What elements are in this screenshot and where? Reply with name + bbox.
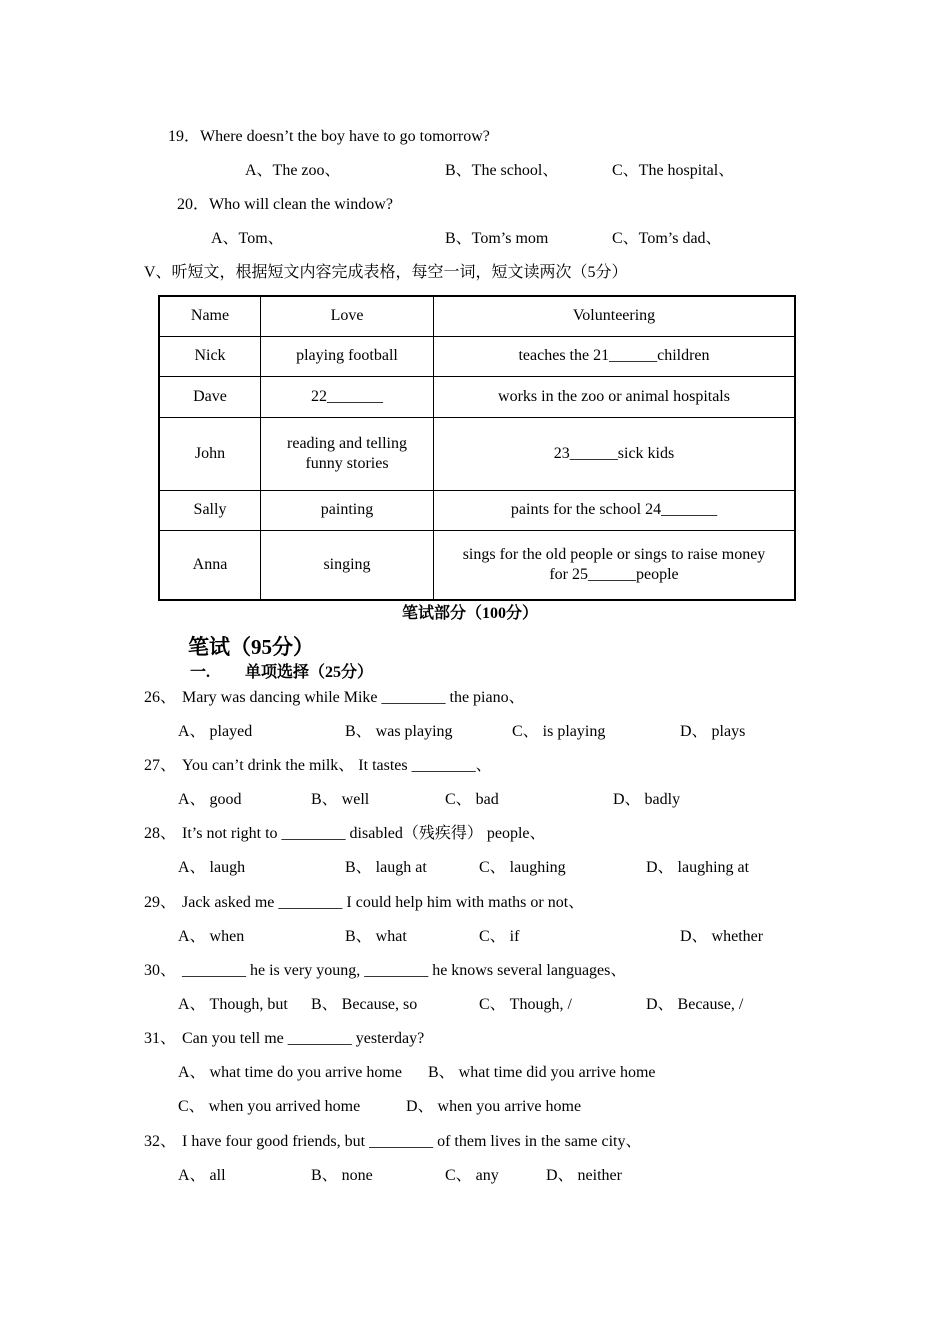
question-31-text: Can you tell me ________ yesterday? (182, 1030, 425, 1047)
question-30-number: 30、 (144, 962, 177, 979)
option-c: C、 if (479, 928, 520, 945)
option-b: B、 what time did you arrive home (428, 1064, 656, 1081)
question-20 (177, 195, 393, 215)
section-5-title: V、听短文，根据短文内容完成表格，每空一词，短文读两次（5分） (144, 264, 628, 281)
question-29-text: Jack asked me ________ I could help him with maths or not、 (182, 894, 585, 911)
question-26-text: Mary was dancing while Mike ________ the piano、 (182, 689, 525, 706)
option-d: D、 Because, / (646, 996, 744, 1013)
option-c: C、The hospital、 (612, 162, 735, 179)
option-c: C、 bad (445, 791, 499, 808)
question-27-number: 27、 (144, 757, 177, 774)
cell-name: Anna (159, 530, 261, 600)
table-row (159, 336, 795, 376)
volunteer-table (158, 295, 796, 601)
cell-name: Dave (159, 376, 261, 417)
option-a: A、 what time do you arrive home (178, 1064, 402, 1081)
header-name: Name (159, 296, 261, 336)
header-love: Love (261, 296, 434, 336)
option-c: C、 laughing (479, 859, 566, 876)
cell-love: playing football (261, 336, 434, 376)
question-number: 20． (177, 196, 210, 213)
option-b: B、 laugh at (345, 859, 427, 876)
written-heading: 笔试（95分） (188, 635, 314, 659)
question-28-text: It’s not right to ________ disabled（残疾得） people、 (182, 825, 546, 842)
cell-volunteering: 23______sick kids (434, 417, 796, 490)
cell-volunteering: paints for the school 24_______ (434, 490, 796, 530)
option-c: C、Tom’s dad、 (612, 230, 722, 247)
table-row (159, 376, 795, 417)
table-row (159, 490, 795, 530)
question-number: 19． (168, 128, 201, 145)
option-c: C、 any (445, 1167, 499, 1184)
option-b: B、 what (345, 928, 407, 945)
written-part-title: 笔试部分（100分） (402, 605, 539, 622)
table-header-row (159, 296, 795, 336)
option-b: B、 none (311, 1167, 373, 1184)
question-32-number: 32、 (144, 1133, 177, 1150)
question-26-number: 26、 (144, 689, 177, 706)
option-a: A、Tom、 (211, 230, 284, 247)
option-a: A、 when (178, 928, 245, 945)
option-c: C、 Though, / (479, 996, 572, 1013)
cell-volunteering: teaches the 21______children (434, 336, 796, 376)
option-a: A、The zoo、 (245, 162, 341, 179)
option-a: A、 Though, but (178, 996, 288, 1013)
table-row (159, 530, 795, 600)
cell-name: John (159, 417, 261, 490)
question-32-text: I have four good friends, but ________ of them lives in the same city、 (182, 1133, 642, 1150)
cell-love (261, 417, 434, 490)
cell-love: singing (261, 530, 434, 600)
option-b: B、Tom’s mom (445, 230, 549, 247)
question-27-text: You can’t drink the milk、 It tastes ________、 (182, 757, 492, 774)
cell-volunteering-line: sings for the old people or sings to raise money (462, 545, 766, 563)
option-b: B、The school、 (445, 162, 559, 179)
option-c: C、 when you arrived home (178, 1098, 361, 1115)
table-row (159, 417, 795, 490)
cell-love-line: reading and telling (287, 434, 407, 452)
option-b: B、 well (311, 791, 370, 808)
cell-volunteering-line: for 25______people (549, 565, 679, 583)
header-volunteering: Volunteering (434, 296, 796, 336)
cell-love: 22_______ (261, 376, 434, 417)
option-c: C、 is playing (512, 723, 606, 740)
question-28-number: 28、 (144, 825, 177, 842)
cell-name: Nick (159, 336, 261, 376)
option-b: B、 was playing (345, 723, 453, 740)
question-30-text: ________ he is very young, ________ he knows several languages、 (182, 962, 627, 979)
question-19 (168, 127, 490, 147)
section-1-title: 单项选择（25分） (245, 664, 374, 681)
cell-name: Sally (159, 490, 261, 530)
option-d: D、 neither (546, 1167, 622, 1184)
option-a: A、 played (178, 723, 253, 740)
option-d: D、 laughing at (646, 859, 750, 876)
cell-love-line: funny stories (305, 454, 389, 472)
option-a: A、 laugh (178, 859, 246, 876)
cell-volunteering: works in the zoo or animal hospitals (434, 376, 796, 417)
cell-volunteering (434, 530, 796, 600)
option-d: D、 badly (613, 791, 681, 808)
question-text: Where doesn’t the boy have to go tomorrow? (200, 128, 490, 145)
question-text: Who will clean the window? (209, 196, 393, 213)
question-29-number: 29、 (144, 894, 177, 911)
option-b: B、 Because, so (311, 996, 418, 1013)
option-d: D、 when you arrive home (406, 1098, 582, 1115)
option-a: A、 all (178, 1167, 226, 1184)
option-d: D、 whether (680, 928, 764, 945)
option-a: A、 good (178, 791, 242, 808)
question-31-number: 31、 (144, 1030, 177, 1047)
cell-love: painting (261, 490, 434, 530)
section-1-number: 一. (190, 664, 211, 681)
option-d: D、 plays (680, 723, 746, 740)
